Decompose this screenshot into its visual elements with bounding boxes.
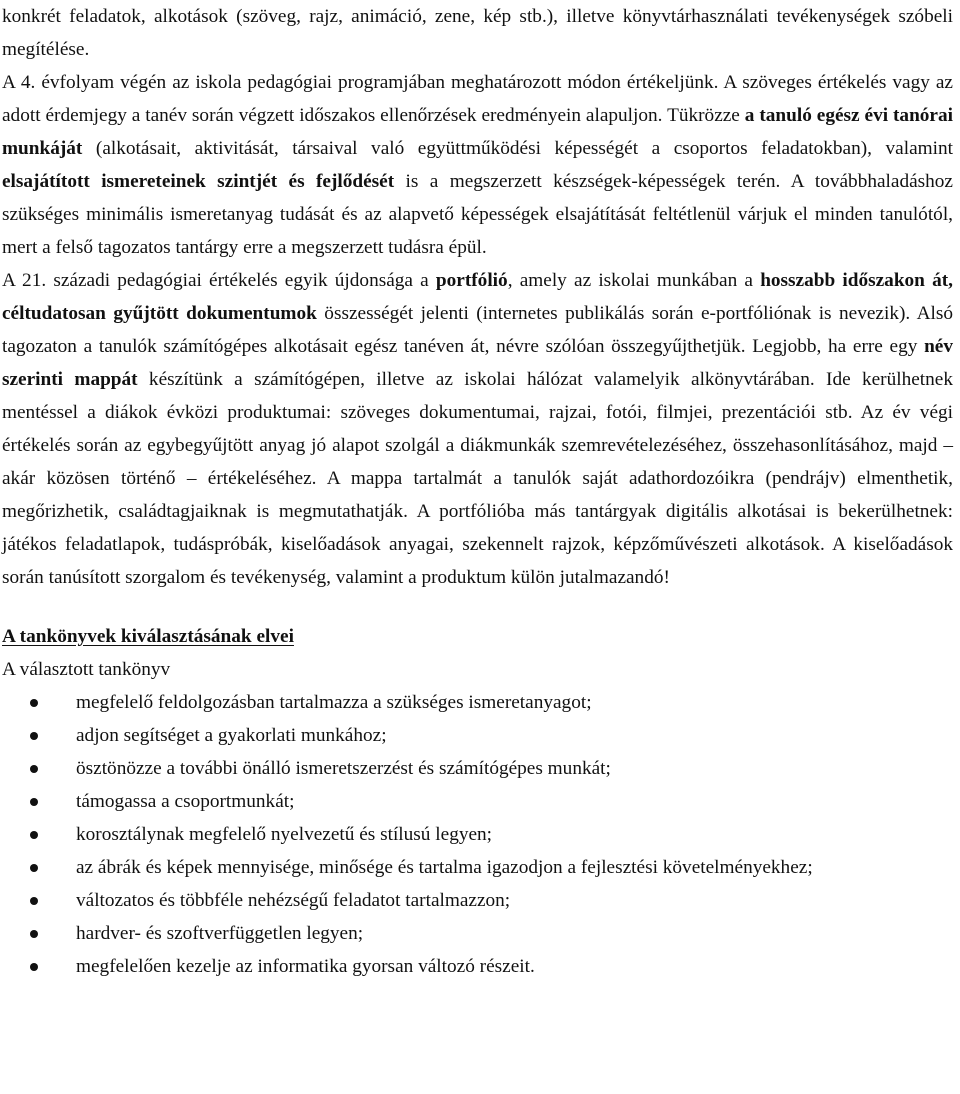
paragraph xyxy=(2,264,953,594)
section-subtitle: A választott tankönyv xyxy=(2,659,171,680)
bullet-icon xyxy=(30,765,38,773)
list-item-text: korosztálynak megfelelő nyelvezetű és stílusú legyen; xyxy=(76,824,493,845)
bullet-icon xyxy=(30,930,38,938)
bullet-icon xyxy=(30,699,38,707)
bullet-icon xyxy=(30,732,38,740)
list-item xyxy=(2,686,953,719)
bullet-icon xyxy=(30,963,38,971)
bold-text: elsajátított ismereteinek szintjét és fejlődését xyxy=(2,171,395,192)
list-item xyxy=(2,785,953,818)
section-spacer xyxy=(2,594,953,620)
text-run: összességét jelenti (internetes publikálás során e-portfóliónak is nevezik). Alsó tagozaton a tanulók számítógépes alkotásait egész tanéven át, névre szólóan összegyűjthetjük. Legjobb, ha erre egy xyxy=(2,303,954,357)
section-heading: A tankönyvek kiválasztásának elvei xyxy=(2,626,294,647)
bullet-icon xyxy=(30,798,38,806)
list-item-text: megfelelően kezelje az informatika gyorsan változó részeit. xyxy=(76,956,535,977)
paragraph xyxy=(2,0,953,66)
paragraph xyxy=(2,66,953,264)
list-item xyxy=(2,752,953,785)
bullet-icon xyxy=(30,831,38,839)
list-item xyxy=(2,884,953,917)
text-run: (alkotásait, aktivitását, társaival való együttműködési képességét a csoportos feladatokban), valamint xyxy=(82,138,953,159)
list-item-text: az ábrák és képek mennyisége, minősége és tartalma igazodjon a fejlesztési követelményekhez; xyxy=(76,857,813,878)
list-item-text: ösztönözze a további önálló ismeretszerzést és számítógépes munkát; xyxy=(76,758,611,779)
list-item-text: megfelelő feldolgozásban tartalmazza a szükséges ismeretanyagot; xyxy=(76,692,592,713)
list-item xyxy=(2,917,953,950)
bold-text: név szerinti mappát xyxy=(2,336,953,390)
text-run: készítünk a számítógépen, illetve az iskolai hálózat valamelyik alkönyvtárában. Ide kerülhetnek mentéssel a diákok évközi produktumai: szöveges dokumentumai, rajzai, fotói, filmjei, prezentációi stb. Az év végi értékelés során az egybegyűjtött anyag jó alapot szolgál a diákmunkák szemrevételezéséhez, összehasonlításához, majd – akár közösen történő – értékeléséhez. A mappa tartalmát a tanulók saját adathordozóikra (pendrájv) elmenthetik, megőrizhetik, családtagjaiknak is megmutathatják. A portfólióba más tantárgyak digitális alkotásai is bekerülhetnek: játékos feladatlapok, tudáspróbák, kiselőadások anyagai, szekennelt rajzok, képzőművészeti alkotások. A kiselőadások során tanúsított szorgalom és tevékenység, valamint a produktum külön jutalmazandó! xyxy=(2,369,953,588)
text-run: , amely az iskolai munkában a xyxy=(507,270,761,291)
list-item-text: adjon segítséget a gyakorlati munkához; xyxy=(76,725,387,746)
bold-text: hosszabb időszakon át, céltudatosan gyűjtött dokumentumok xyxy=(2,270,953,324)
list-item-text: támogassa a csoportmunkát; xyxy=(76,791,295,812)
text-run: A 21. századi pedagógiai értékelés egyik újdonsága a xyxy=(2,270,436,291)
bold-text: portfólió xyxy=(435,270,508,291)
list-item xyxy=(2,818,953,851)
list-item xyxy=(2,851,953,884)
list-item xyxy=(2,719,953,752)
list-item-text: hardver- és szoftverfüggetlen legyen; xyxy=(76,923,364,944)
text-run: A 4. évfolyam végén az iskola pedagógiai programjában meghatározott módon értékeljünk. A szöveges értékelés vagy az adott érdemjegy a tanév során végzett időszakos ellenőrzések eredményein alapuljon. Tükrözze xyxy=(2,72,953,126)
body-text xyxy=(2,0,953,594)
list-item xyxy=(2,950,953,983)
text-run: konkrét feladatok, alkotások (szöveg, rajz, animáció, zene, kép stb.), illetve könyvtárhasználati tevékenységek szóbeli megítélése. xyxy=(2,6,953,60)
bullet-list xyxy=(2,686,953,983)
bullet-icon xyxy=(30,897,38,905)
text-run: is a megszerzett készségek-képességek terén. A továbbhaladáshoz szükséges minimális ismeretanyag tudását és az alapvető képességek elsajátítását feltétlenül várjuk el minden tanulótól, mert a felső tagozatos tantárgy erre a megszerzett tudásra épül. xyxy=(2,171,953,258)
bold-text: a tanuló egész évi tanórai munkáját xyxy=(2,105,953,159)
list-item-text: változatos és többféle nehézségű feladatot tartalmazzon; xyxy=(76,890,511,911)
bullet-icon xyxy=(30,864,38,872)
